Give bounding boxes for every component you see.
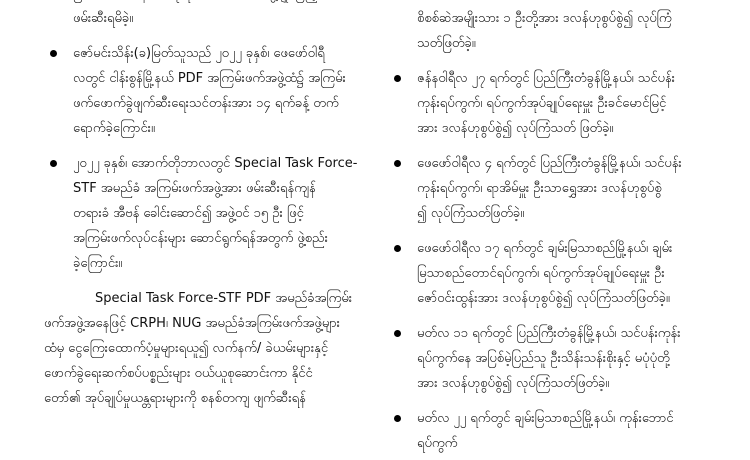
text-line: ၍ လုပ်ကြံသတ်ဖြတ်ခဲ့။	[417, 206, 525, 221]
text-line: အား ဒလန်ဟုစွပ်စွဲ၍ လုပ်ကြံသတ် ဖြတ်ခဲ့။	[417, 121, 614, 136]
text-line: ဖေဖော်ဝါရီလ ၁၇ ရက်တွင် ချမ်းမြသာစည်မြို့နယ်၊ ချမ်း	[417, 241, 673, 256]
text-line: ရပ်ကွက်	[417, 436, 458, 451]
bullet-item	[388, 66, 713, 141]
text-line: ဖောက်ခွဲရေးဆက်စပ်ပစ္စည်းများ ဝယ်ယူစုဆောင်းကာ နိုင်ငံ	[44, 366, 313, 381]
left-top-fragment	[44, 0, 374, 31]
right-top-fragment	[388, 6, 713, 56]
bullet-item	[388, 236, 713, 311]
text-line: ထံမှ ငွေကြေးထောက်ပံ့မှုများရယူ၍ လက်နက်/ ခဲယမ်းများနှင့်	[44, 341, 329, 356]
text-line: ဖေဖော်ဝါရီလ ၄ ရက်တွင် ပြည်ကြီးတံခွန်မြို့နယ်၊ သင်ပန်း	[417, 156, 682, 171]
left-column	[44, 0, 374, 460]
text-line: တရားခံ အီဗန် ခေါင်းဆောင်၍ အဖွဲ့ဝင် ၁၅ ဦး ဖြင့်	[73, 206, 304, 221]
text-line: စိစစ်ဆဲအမျိုးသား ၁ ဦးတို့အား ဒလန်ဟုစွပ်စွဲ၍ လုပ်ကြံ	[417, 11, 672, 26]
bullet-item	[388, 406, 713, 456]
text-line: STF အမည်ခံ အကြမ်းဖက်အဖွဲ့အား ဖမ်းဆီးရန်ကျန်	[73, 181, 316, 196]
text-line: ရပ်ကွက်နေ အပြစ်မဲ့ပြည်သူ ဦးသိန်းသန်းစိုးနှင့် မပုံပုံတို့	[417, 351, 670, 366]
text-line: ၂၀၂၂ ခုနှစ်၊ အောက်တိုဘာလတွင် Special Task Force-	[73, 156, 358, 171]
text-line: ရောက်ခဲ့ကြောင်း။	[73, 121, 155, 136]
text-line: Special Task Force-STF PDF အမည်ခံအကြမ်း	[95, 291, 353, 306]
text-line: ဖမ်းဆီးရမိခဲ့။	[73, 11, 134, 26]
text-line: လတွင် ငါန်းစွန်မြို့နယ် PDF အကြမ်းဖက်အဖွဲ့ထံ၌ အကြမ်း	[73, 71, 346, 86]
text-line: အကြမ်းဖက်လုပ်ငန်းများ ဆောင်ရွက်ရန်အတွက် ဖွဲ့စည်း	[73, 231, 328, 246]
bullet-item	[44, 41, 374, 141]
text-line: ဇော်မင်းသိန်း(ခ)မြတ်သူသည် ၂၀၂၂ ခုနှစ်၊ ဖေဖော်ဝါရီ	[73, 46, 325, 61]
text-line: မတ်လ ၂၂ ရက်တွင် ချမ်းမြသာစည်မြို့နယ်၊ ကုန်းဘောင်	[417, 411, 674, 426]
text-line: ဖက်အဖွဲ့အနေဖြင့် CRPH၊ NUG အမည်ခံအကြမ်းဖက်အဖွဲ့များ	[44, 316, 340, 331]
text-line: ဇန်နဝါရီလ ၂၇ ရက်တွင် ပြည်ကြီးတံခွန်မြို့နယ်၊ သင်ပန်း	[417, 71, 675, 86]
body-paragraph	[44, 286, 374, 411]
text-line: မြသာစည်တောင်ရပ်ကွက်၊ ရပ်ကွက်အုပ်ချုပ်ရေးမှူး ဦး	[417, 266, 665, 281]
text-line: ခဲ့ကြောင်း။	[73, 256, 123, 271]
text-line: တော်၏ အုပ်ချုပ်မှုယန္တရားများကို စနစ်တကျ ဖျက်ဆီးရန်	[44, 391, 306, 406]
text-line: ကုန်းရပ်ကွက်၊ ရာအိမ်မှူး ဦးသာရွှေအား ဒလန်ဟုစွပ်စွဲ	[417, 181, 662, 196]
text-line: မတ်လ ၁၁ ရက်တွင် ပြည်ကြီးတံခွန်မြို့နယ်၊ သင်ပန်းကုန်း	[417, 326, 681, 341]
text-line: အား ဒလန်ဟုစွပ်စွဲ၍ လုပ်ကြံသတ်ဖြတ်ခဲ့။	[417, 376, 610, 391]
bullet-item	[388, 151, 713, 226]
text-line: ဖက်ဖောက်ခွဲဖျက်ဆီးရေးသင်တန်းအား ၁၄ ရက်ခန့် တက်	[73, 96, 339, 111]
text-line: ဇော်ဝင်းထွန်းအား ဒလန်ဟုစွပ်စွဲ၍ လုပ်ကြံသတ်ဖြတ်ခဲ့။	[417, 291, 670, 306]
right-column	[388, 0, 713, 460]
bullet-item	[44, 151, 374, 276]
text-line: သတ်ဖြတ်ခဲ့။	[417, 36, 476, 51]
bullet-item	[388, 321, 713, 396]
text-line: ကုန်းရပ်ကွက်၊ ရပ်ကွက်အုပ်ချုပ်ရေးမှူး ဦးခင်မောင်မြင့်	[417, 96, 667, 111]
